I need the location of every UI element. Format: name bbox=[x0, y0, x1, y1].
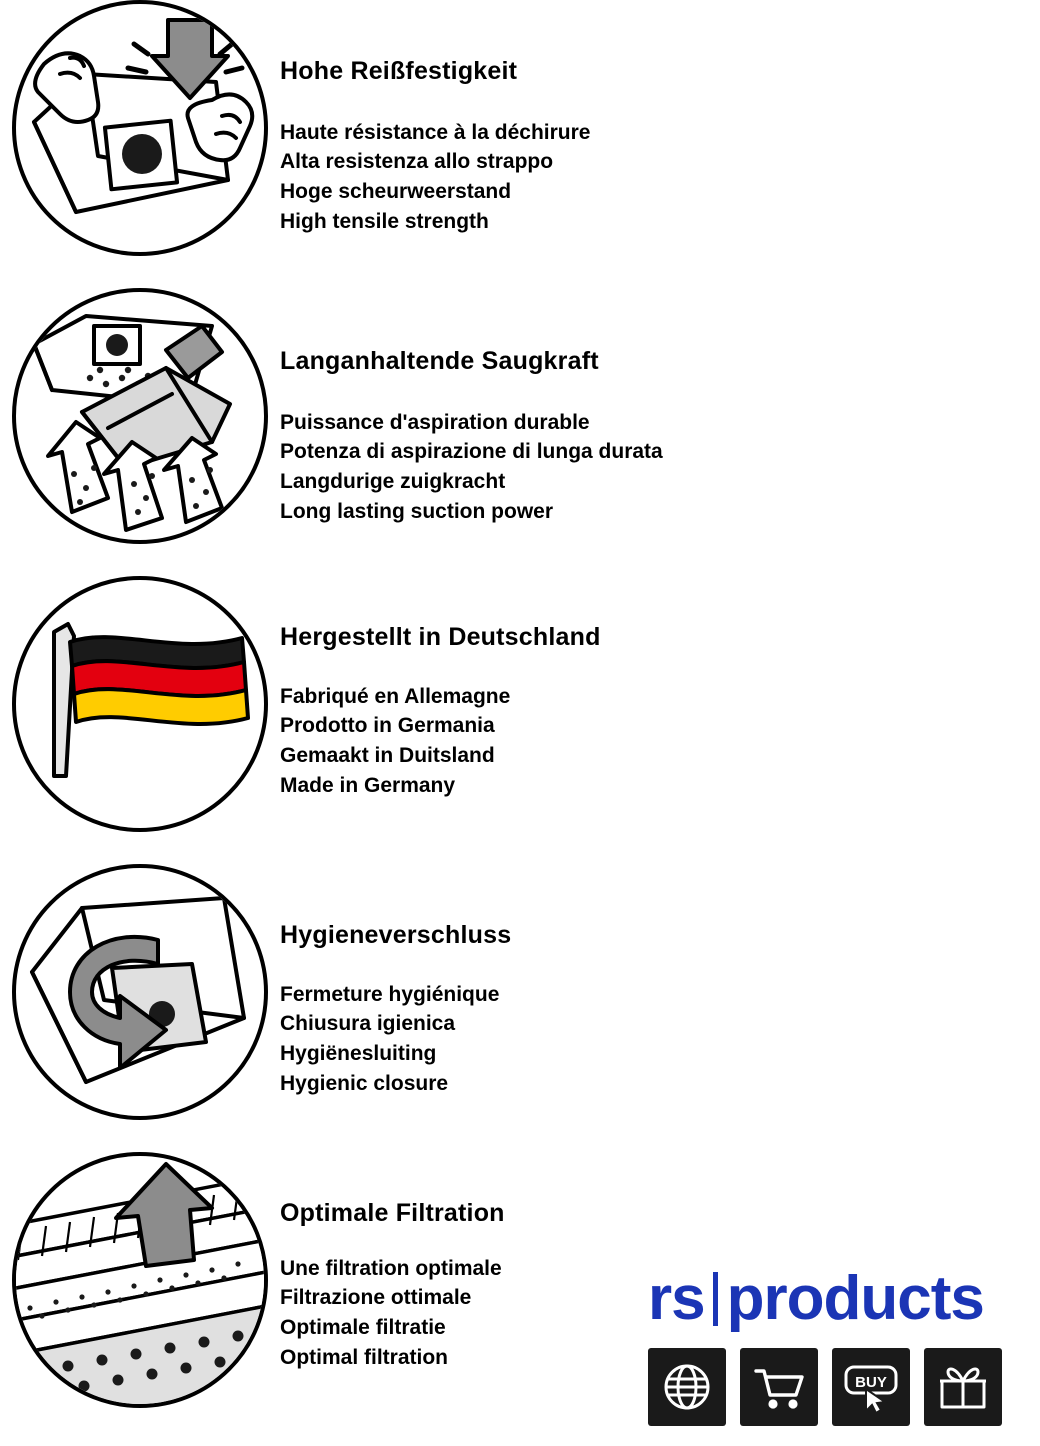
feature-title-1: Hohe Reißfestigkeit bbox=[280, 57, 518, 85]
feature-line-3-3: Gemaakt in Duitsland bbox=[280, 744, 495, 768]
feature-line-2-3: Langdurige zuigkracht bbox=[280, 470, 506, 494]
globe-icon[interactable] bbox=[648, 1348, 726, 1426]
feature-row-tear-resistance bbox=[0, 0, 1040, 288]
feature-line-5-3: Optimale filtratie bbox=[280, 1316, 446, 1340]
german-flag-icon bbox=[12, 576, 268, 832]
brand-block bbox=[648, 1264, 1028, 1426]
shopping-cart-icon[interactable] bbox=[740, 1348, 818, 1426]
brand-logo bbox=[648, 1264, 1028, 1333]
icon-wrap-3 bbox=[0, 576, 280, 832]
brand-divider bbox=[713, 1272, 718, 1326]
feature-title-5: Optimale Filtration bbox=[280, 1199, 505, 1227]
brand-icon-row bbox=[648, 1348, 1028, 1426]
brand-name-second: products bbox=[726, 1264, 984, 1333]
feature-text-4 bbox=[280, 864, 1040, 1099]
feature-line-4-1: Fermeture hygiénique bbox=[280, 982, 500, 1006]
feature-line-3-1: Fabriqué en Allemagne bbox=[280, 684, 511, 708]
feature-text-3 bbox=[280, 576, 1040, 801]
feature-line-1-1: Haute résistance à la déchirure bbox=[280, 120, 591, 144]
feature-text-1 bbox=[280, 0, 1040, 237]
multi-layer-filtration-icon bbox=[12, 1152, 268, 1408]
feature-title-3: Hergestellt in Deutschland bbox=[280, 623, 601, 651]
feature-line-4-4: Hygienic closure bbox=[280, 1071, 449, 1095]
icon-wrap-5 bbox=[0, 1152, 280, 1408]
brand-name-first: rs bbox=[648, 1264, 705, 1333]
icon-wrap-4 bbox=[0, 864, 280, 1120]
feature-title-2: Langanhaltende Saugkraft bbox=[280, 347, 599, 375]
feature-line-1-3: Hoge scheurweerstand bbox=[280, 180, 512, 204]
vacuum-bag-tear-resistance-icon bbox=[12, 0, 268, 256]
feature-row-suction-power bbox=[0, 288, 1040, 576]
svg-text:BUY: BUY bbox=[855, 1374, 887, 1391]
feature-line-5-2: Filtrazione ottimale bbox=[280, 1286, 472, 1310]
feature-line-3-4: Made in Germany bbox=[280, 773, 456, 797]
feature-line-1-2: Alta resistenza allo strappo bbox=[280, 150, 554, 174]
feature-line-2-4: Long lasting suction power bbox=[280, 499, 553, 523]
feature-row-made-in-germany bbox=[0, 576, 1040, 864]
feature-text-2 bbox=[280, 288, 1040, 527]
feature-line-2-2: Potenza di aspirazione di lunga durata bbox=[280, 440, 663, 464]
gift-box-icon[interactable] bbox=[924, 1348, 1002, 1426]
buy-button-icon[interactable] bbox=[832, 1348, 910, 1426]
hygienic-closure-icon bbox=[12, 864, 268, 1120]
icon-wrap-2 bbox=[0, 288, 280, 544]
feature-title-4: Hygieneverschluss bbox=[280, 921, 512, 949]
feature-line-4-2: Chiusura igienica bbox=[280, 1012, 456, 1036]
feature-line-5-4: Optimal filtration bbox=[280, 1345, 448, 1369]
feature-line-2-1: Puissance d'aspiration durable bbox=[280, 410, 590, 434]
icon-wrap-1 bbox=[0, 0, 280, 256]
vacuum-nozzle-suction-icon bbox=[12, 288, 268, 544]
feature-line-3-2: Prodotto in Germania bbox=[280, 714, 495, 738]
feature-line-5-1: Une filtration optimale bbox=[280, 1256, 502, 1280]
feature-line-1-4: High tensile strength bbox=[280, 209, 489, 233]
feature-row-hygienic-closure bbox=[0, 864, 1040, 1152]
feature-line-4-3: Hygiënesluiting bbox=[280, 1042, 437, 1066]
